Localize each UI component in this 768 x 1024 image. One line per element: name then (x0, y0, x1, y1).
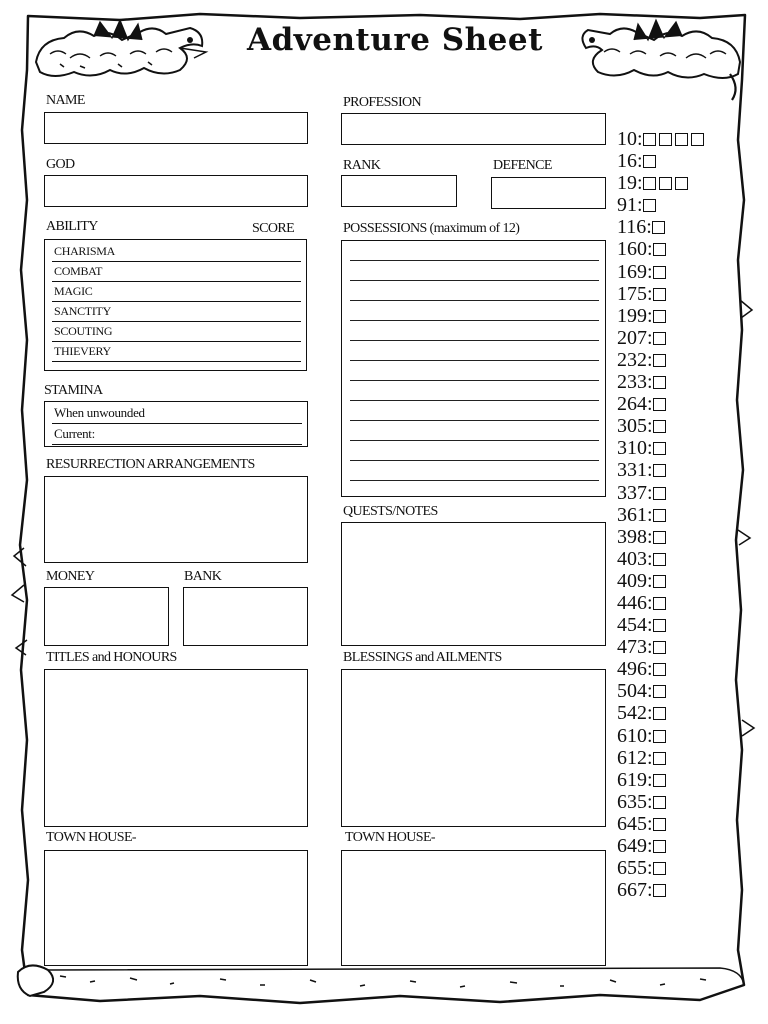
checkpoint-item (617, 504, 757, 526)
checkpoint-item (617, 548, 757, 570)
town-house-1-box[interactable] (44, 850, 308, 966)
rank-label: RANK (343, 158, 381, 173)
checkpoint-code: 454: (617, 614, 653, 637)
checkpoint-checkbox[interactable] (653, 884, 666, 897)
checkpoint-checkbox[interactable] (653, 354, 666, 367)
possession-line[interactable] (350, 320, 599, 321)
possessions-box (341, 240, 606, 497)
checkpoint-item (617, 172, 757, 194)
checkpoint-item (617, 747, 757, 769)
checkpoint-checkbox[interactable] (653, 619, 666, 632)
checkpoint-item (617, 128, 757, 150)
possession-line[interactable] (350, 460, 599, 461)
checkpoint-code: 667: (617, 879, 653, 902)
checkpoint-item (617, 327, 757, 349)
checkpoint-code: 337: (617, 481, 653, 504)
ability-name: CHARISMA (54, 244, 115, 258)
checkpoint-code: 233: (617, 371, 653, 394)
checkpoint-checkbox[interactable] (653, 862, 666, 875)
checkpoint-checkbox[interactable] (653, 553, 666, 566)
checkpoint-checkbox[interactable] (653, 464, 666, 477)
checkpoint-item (617, 658, 757, 680)
checkpoint-item (617, 150, 757, 172)
checkpoint-code: 160: (617, 238, 653, 261)
possession-line[interactable] (350, 480, 599, 481)
checkpoint-code: 619: (617, 768, 653, 791)
ability-row[interactable] (52, 321, 301, 342)
checkpoint-item (617, 393, 757, 415)
checkpoint-item (617, 791, 757, 813)
ability-row[interactable] (52, 281, 301, 302)
god-label: GOD (46, 157, 75, 172)
checkpoint-item (617, 238, 757, 260)
name-field[interactable] (44, 112, 308, 144)
checkpoint-checkbox[interactable] (653, 376, 666, 389)
checkpoint-checkbox[interactable] (643, 177, 656, 190)
checkpoint-code: 655: (617, 857, 653, 880)
checkpoint-code: 207: (617, 326, 653, 349)
resurrection-box[interactable] (44, 476, 308, 563)
checkpoint-item (617, 349, 757, 371)
checkpoint-code: 542: (617, 702, 653, 725)
checkpoint-checkbox[interactable] (675, 133, 688, 146)
checkpoint-checkbox[interactable] (653, 332, 666, 345)
checkpoint-checkbox[interactable] (653, 707, 666, 720)
checkpoint-checkbox[interactable] (643, 133, 656, 146)
checkpoint-item (617, 636, 757, 658)
ability-row[interactable] (52, 261, 301, 282)
checkpoint-item (617, 283, 757, 305)
profession-field[interactable] (341, 113, 606, 145)
checkpoint-item (617, 526, 757, 548)
checkpoint-checkbox[interactable] (653, 597, 666, 610)
checkpoint-code: 116: (617, 216, 652, 239)
checkpoint-code: 403: (617, 547, 653, 570)
rank-field[interactable] (341, 175, 457, 207)
checkpoint-checkbox[interactable] (653, 310, 666, 323)
checkpoint-code: 409: (617, 569, 653, 592)
checkpoint-checkbox[interactable] (653, 398, 666, 411)
stamina-label: STAMINA (44, 383, 103, 398)
checkpoint-checkbox[interactable] (653, 641, 666, 654)
score-label: SCORE (252, 221, 295, 236)
checkpoint-checkbox[interactable] (653, 442, 666, 455)
ability-row[interactable] (52, 241, 301, 262)
profession-label: PROFESSION (343, 95, 422, 110)
quests-label: QUESTS/NOTES (343, 504, 438, 519)
dragon-right-icon (580, 18, 746, 102)
possession-line[interactable] (350, 300, 599, 301)
checkpoint-checkbox[interactable] (675, 177, 688, 190)
checkpoint-list (617, 128, 757, 901)
bank-label: BANK (184, 569, 222, 584)
checkpoint-code: 232: (617, 348, 653, 371)
checkpoint-checkbox[interactable] (653, 818, 666, 831)
checkpoint-item (617, 261, 757, 283)
checkpoint-checkbox[interactable] (691, 133, 704, 146)
checkpoint-checkbox[interactable] (643, 199, 656, 212)
checkpoint-checkbox[interactable] (653, 796, 666, 809)
checkpoint-checkbox[interactable] (659, 177, 672, 190)
checkpoint-code: 19: (617, 172, 643, 195)
town-house-2-box[interactable] (341, 850, 606, 966)
ability-name: THIEVERY (54, 344, 111, 358)
checkpoint-item (617, 437, 757, 459)
checkpoint-item (617, 305, 757, 327)
checkpoint-code: 16: (617, 150, 643, 173)
checkpoint-item (617, 813, 757, 835)
sheet-title: Adventure Sheet (247, 22, 543, 58)
titles-label: TITLES and HONOURS (46, 650, 177, 665)
ability-name: COMBAT (54, 264, 103, 278)
defence-field[interactable] (491, 177, 606, 209)
resurrection-label: RESURRECTION ARRANGEMENTS (46, 457, 255, 472)
checkpoint-item (617, 879, 757, 901)
checkpoint-item (617, 482, 757, 504)
name-label: NAME (46, 93, 85, 108)
checkpoint-item (617, 614, 757, 636)
checkpoint-checkbox[interactable] (652, 221, 665, 234)
checkpoint-code: 473: (617, 636, 653, 659)
checkpoint-code: 635: (617, 790, 653, 813)
checkpoint-item (617, 415, 757, 437)
checkpoint-code: 446: (617, 591, 653, 614)
stamina-unwounded-row[interactable] (52, 403, 302, 424)
checkpoint-checkbox[interactable] (653, 288, 666, 301)
town-house-2-label: TOWN HOUSE- (345, 830, 435, 845)
checkpoint-checkbox[interactable] (653, 730, 666, 743)
checkpoint-checkbox[interactable] (659, 133, 672, 146)
money-box[interactable] (44, 587, 169, 646)
possession-line[interactable] (350, 280, 599, 281)
checkpoint-code: 504: (617, 680, 653, 703)
checkpoint-code: 361: (617, 503, 653, 526)
checkpoint-item (617, 216, 757, 238)
dragon-left-icon (30, 18, 212, 84)
ability-name: MAGIC (54, 284, 93, 298)
checkpoint-code: 10: (617, 128, 643, 150)
possession-line[interactable] (350, 440, 599, 441)
checkpoint-checkbox[interactable] (653, 663, 666, 676)
checkpoint-checkbox[interactable] (653, 840, 666, 853)
checkpoint-checkbox[interactable] (653, 243, 666, 256)
possession-line[interactable] (350, 340, 599, 341)
town-house-1-label: TOWN HOUSE- (46, 830, 136, 845)
checkpoint-code: 175: (617, 282, 653, 305)
stamina-current-label: Current: (54, 426, 95, 441)
checkpoint-code: 264: (617, 393, 653, 416)
ability-row[interactable] (52, 341, 301, 362)
ability-name: SCOUTING (54, 324, 113, 338)
ability-label: ABILITY (46, 219, 98, 234)
checkpoint-code: 91: (617, 194, 643, 217)
checkpoint-item (617, 570, 757, 592)
stamina-box (44, 401, 308, 447)
possession-line[interactable] (350, 360, 599, 361)
checkpoint-checkbox[interactable] (653, 266, 666, 279)
god-field[interactable] (44, 175, 308, 207)
possession-line[interactable] (350, 380, 599, 381)
checkpoint-checkbox[interactable] (653, 685, 666, 698)
checkpoint-code: 496: (617, 658, 653, 681)
checkpoint-checkbox[interactable] (653, 575, 666, 588)
possessions-label: POSSESSIONS (maximum of 12) (343, 221, 520, 236)
stamina-unwounded-label: When unwounded (54, 405, 145, 420)
checkpoint-code: 331: (617, 459, 653, 482)
blessings-box[interactable] (341, 669, 606, 827)
checkpoint-code: 612: (617, 746, 653, 769)
defence-label: DEFENCE (493, 158, 552, 173)
quests-box[interactable] (341, 522, 606, 646)
possession-line[interactable] (350, 420, 599, 421)
checkpoint-checkbox[interactable] (653, 774, 666, 787)
checkpoint-item (617, 459, 757, 481)
checkpoint-code: 398: (617, 525, 653, 548)
money-label: MONEY (46, 569, 95, 584)
checkpoint-checkbox[interactable] (653, 487, 666, 500)
checkpoint-code: 310: (617, 437, 653, 460)
checkpoint-checkbox[interactable] (653, 531, 666, 544)
checkpoint-item (617, 592, 757, 614)
checkpoint-item (617, 835, 757, 857)
checkpoint-item (617, 371, 757, 393)
ability-row[interactable] (52, 301, 301, 322)
checkpoint-item (617, 857, 757, 879)
checkpoint-code: 649: (617, 835, 653, 857)
checkpoint-code: 645: (617, 812, 653, 835)
checkpoint-item (617, 194, 757, 216)
possession-line[interactable] (350, 400, 599, 401)
checkpoint-code: 610: (617, 724, 653, 747)
titles-box[interactable] (44, 669, 308, 827)
checkpoint-item (617, 769, 757, 791)
checkpoint-code: 305: (617, 415, 653, 438)
checkpoint-code: 199: (617, 304, 653, 327)
bank-box[interactable] (183, 587, 308, 646)
checkpoint-item (617, 725, 757, 747)
checkpoint-checkbox[interactable] (643, 155, 656, 168)
checkpoint-checkbox[interactable] (653, 509, 666, 522)
checkpoint-item (617, 680, 757, 702)
checkpoint-item (617, 702, 757, 724)
possession-line[interactable] (350, 260, 599, 261)
blessings-label: BLESSINGS and AILMENTS (343, 650, 502, 665)
stamina-current-row[interactable] (52, 424, 302, 445)
checkpoint-checkbox[interactable] (653, 420, 666, 433)
ability-name: SANCTITY (54, 304, 111, 318)
checkpoint-checkbox[interactable] (653, 752, 666, 765)
checkpoint-code: 169: (617, 260, 653, 283)
ability-table (44, 239, 307, 371)
